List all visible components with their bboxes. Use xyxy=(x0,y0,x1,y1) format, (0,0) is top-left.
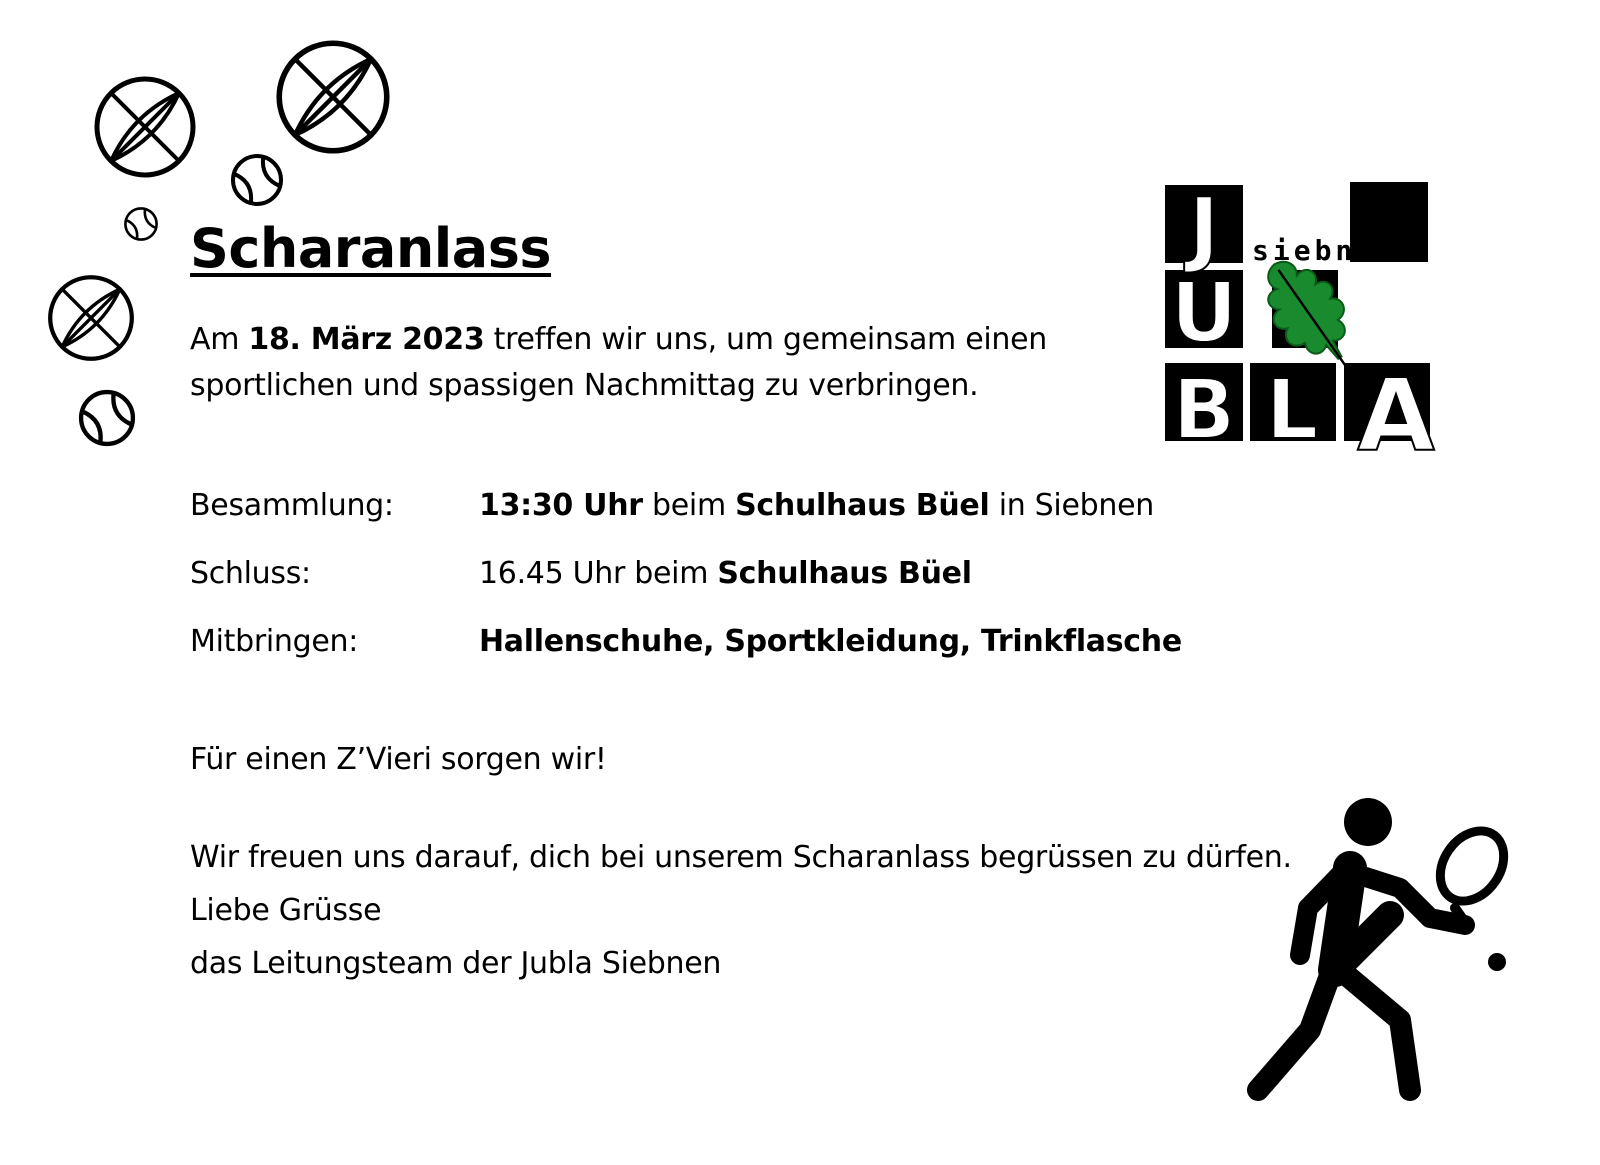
gathering-time: 13:30 Uhr xyxy=(479,488,643,523)
basketball-icon xyxy=(279,43,387,151)
gathering-value xyxy=(479,488,1154,524)
event-date: 18. März 2023 xyxy=(248,322,485,357)
gathering-town: in Siebnen xyxy=(998,488,1154,523)
end-time: 16.45 Uhr beim xyxy=(479,556,709,591)
tennis-racket xyxy=(1427,819,1516,918)
intro-suffix: treffen wir uns, um gemeinsam einen xyxy=(493,322,1047,357)
logo-letter-j: J xyxy=(1188,181,1220,276)
closing-line-3: das Leitungsteam der Jubla Siebnen xyxy=(190,946,722,981)
logo-letter-u: U xyxy=(1170,266,1238,361)
page-title: Scharanlass xyxy=(190,217,552,280)
tennis-player-icon xyxy=(1250,800,1530,1100)
closing-line-2: Liebe Grüsse xyxy=(190,893,382,928)
end-label: Schluss: xyxy=(190,556,311,591)
tennis-ball-icon xyxy=(233,156,281,204)
jubla-logo xyxy=(1160,180,1460,480)
gathering-label: Besammlung: xyxy=(190,488,394,523)
bring-label: Mitbringen: xyxy=(190,624,359,659)
basketball-icon xyxy=(97,79,193,175)
intro-prefix: Am xyxy=(190,322,240,357)
intro-line-2: sportlichen und spassigen Nachmittag zu verbringen. xyxy=(190,368,979,403)
gathering-place: Schulhaus Büel xyxy=(735,488,990,523)
closing-paragraph xyxy=(190,840,1292,999)
logo-letter-b: B xyxy=(1172,363,1236,458)
tennis-ball-icon xyxy=(1488,953,1506,971)
bring-items: Hallenschuhe, Sportkleidung, Trinkflasche xyxy=(479,624,1182,659)
gathering-word: beim xyxy=(652,488,726,523)
closing-line-1: Wir freuen uns darauf, dich bei unserem Scharanlass begrüssen zu dürfen. xyxy=(190,840,1292,875)
intro-paragraph xyxy=(190,322,1047,414)
logo-letter-a: A xyxy=(1357,357,1435,474)
logo-letter-l: L xyxy=(1265,363,1319,458)
logo-town-name: siebnen xyxy=(1252,234,1399,267)
tennis-ball-icon xyxy=(125,208,156,239)
intro-line-1 xyxy=(190,322,1047,368)
end-place: Schulhaus Büel xyxy=(717,556,972,591)
tennis-ball-icon xyxy=(81,392,133,444)
snack-note: Für einen Z’Vieri sorgen wir! xyxy=(190,742,607,777)
basketball-icon xyxy=(50,277,132,359)
end-value xyxy=(479,556,972,592)
